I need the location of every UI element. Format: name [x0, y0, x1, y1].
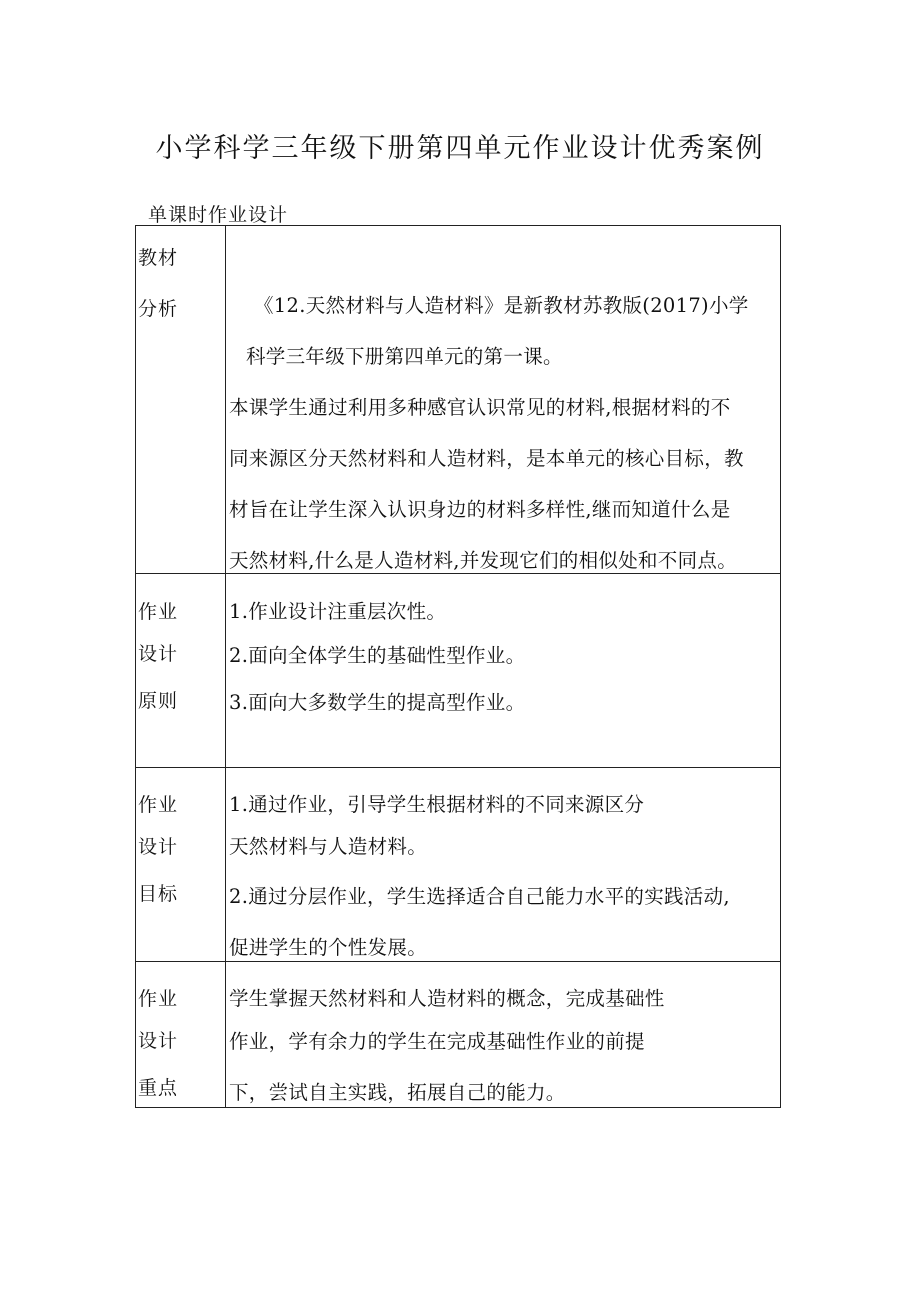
label-line: 重点	[138, 1077, 179, 1099]
content-line: 材旨在让学生深入认识身边的材料多样性,继而知道什么是	[229, 498, 731, 521]
label-line: 分析	[138, 298, 179, 320]
label-line: 作业	[138, 988, 179, 1010]
row-content-design-principles	[226, 574, 781, 768]
table-row-design-focus	[136, 962, 781, 1108]
label-line: 设计	[138, 836, 179, 858]
label-line: 设计	[138, 643, 179, 665]
row-content-textbook-analysis	[226, 226, 781, 574]
content-line: 1.作业设计注重层次性。	[229, 600, 447, 623]
table-row-design-goals	[136, 768, 781, 962]
content-line: 《12.天然材料与人造材料》是新教材苏教版(2017)小学	[254, 294, 749, 317]
content-line: 同来源区分天然材料和人造材料，是本单元的核心目标，教	[229, 447, 744, 470]
content-line: 3.面向大多数学生的提高型作业。	[229, 691, 526, 714]
content-line: 1.通过作业，引导学生根据材料的不同来源区分	[229, 793, 645, 816]
content-line: 作业，学有余力的学生在完成基础性作业的前提	[229, 1030, 645, 1053]
table-row-textbook-analysis	[136, 226, 781, 574]
row-label-textbook-analysis	[136, 226, 226, 574]
content-line: 2.通过分层作业，学生选择适合自己能力水平的实践活动,	[229, 885, 730, 908]
label-line: 作业	[138, 794, 179, 816]
content-line: 天然材料,什么是人造材料,并发现它们的相似处和不同点。	[229, 549, 737, 572]
row-content-design-focus	[226, 962, 781, 1108]
row-content-design-goals	[226, 768, 781, 962]
label-line: 设计	[138, 1030, 179, 1052]
content-line: 促进学生的个性发展。	[229, 936, 428, 959]
content-line: 2.面向全体学生的基础性型作业。	[229, 644, 526, 667]
content-line: 科学三年级下册第四单元的第一课。	[246, 345, 563, 368]
content-line: 下，尝试自主实践，拓展自己的能力。	[229, 1081, 566, 1104]
row-label-design-focus	[136, 962, 226, 1108]
homework-design-table	[135, 225, 781, 1108]
row-label-design-goals	[136, 768, 226, 962]
document-title: 小学科学三年级下册第四单元作业设计优秀案例	[155, 133, 765, 164]
table-row-design-principles	[136, 574, 781, 768]
content-line: 本课学生通过利用多种感官认识常见的材料,根据材料的不	[229, 396, 731, 419]
label-line: 目标	[138, 883, 179, 905]
label-line: 教材	[138, 247, 179, 269]
content-line: 天然材料与人造材料。	[229, 835, 428, 858]
label-line: 原则	[138, 690, 179, 712]
section-subtitle: 单课时作业设计	[148, 204, 289, 226]
label-line: 作业	[138, 601, 179, 623]
row-label-design-principles	[136, 574, 226, 768]
content-line: 学生掌握天然材料和人造材料的概念，完成基础性	[229, 987, 665, 1010]
